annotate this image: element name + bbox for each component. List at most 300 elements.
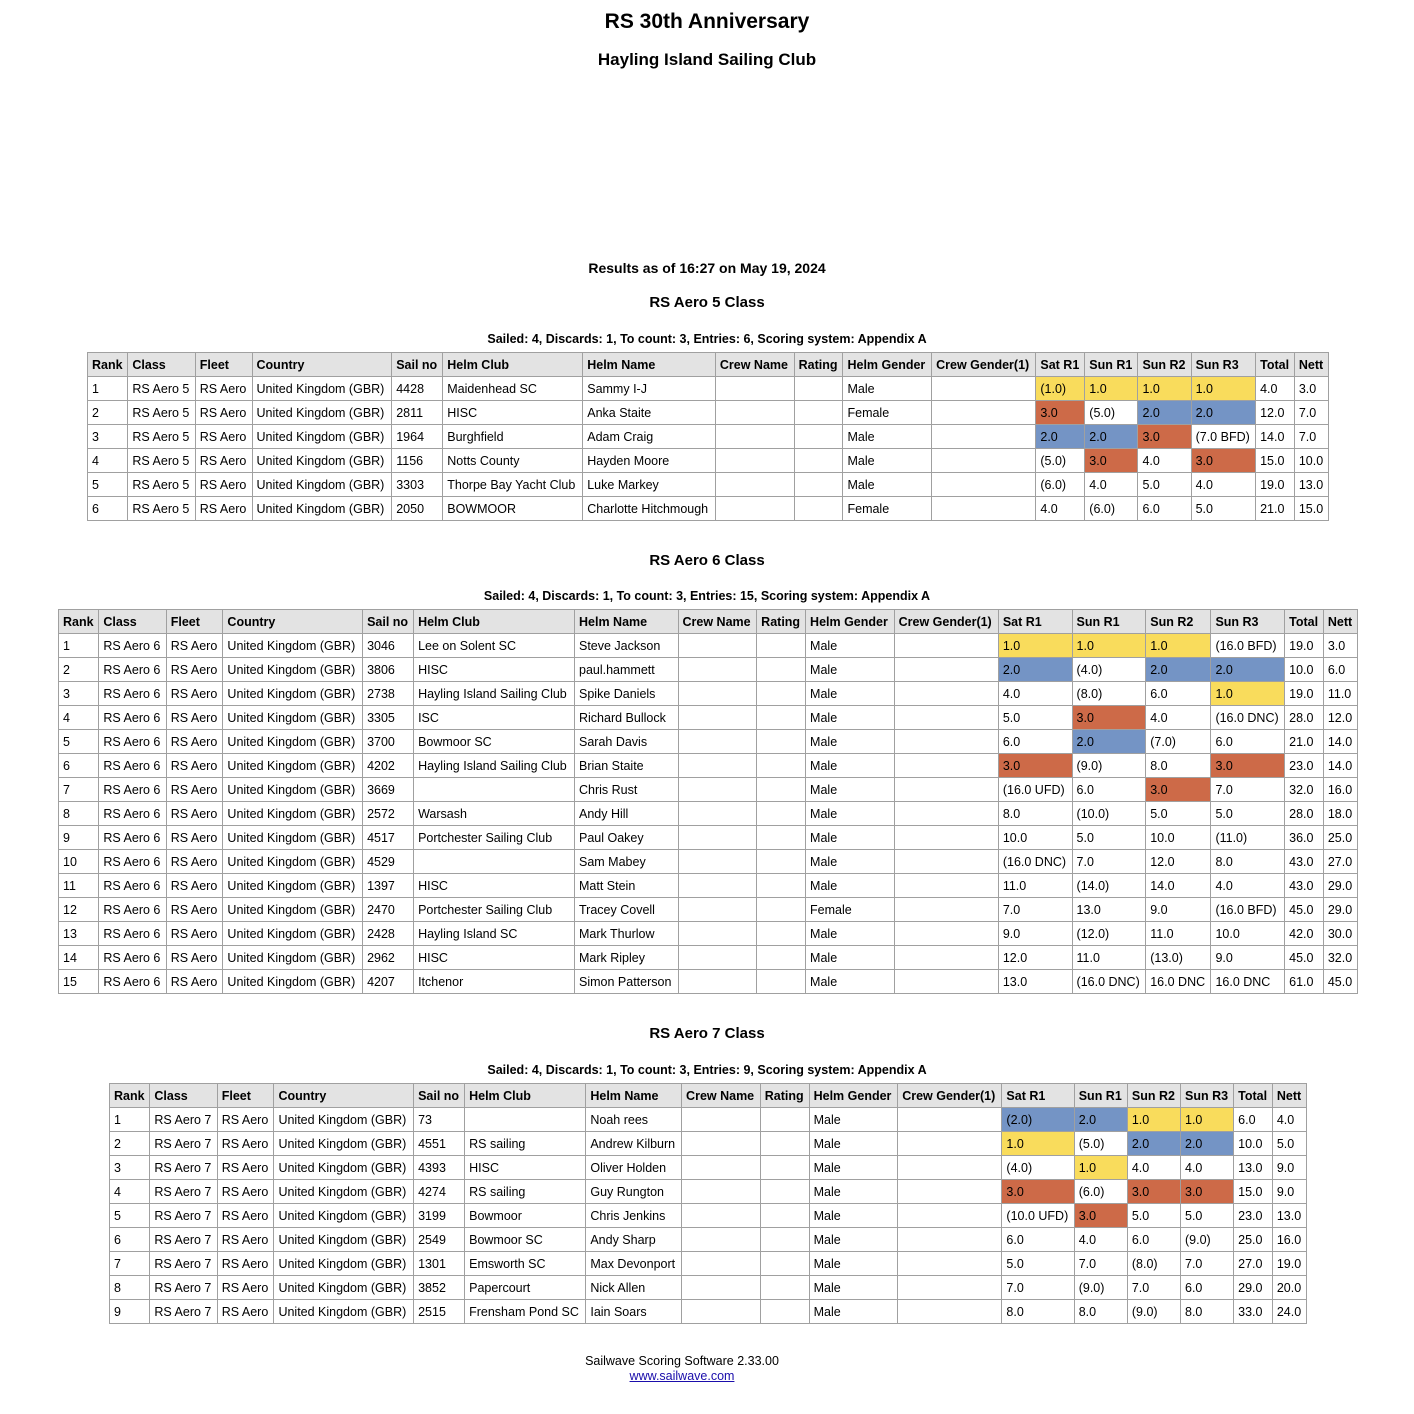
- cell-sail-no: 2811: [392, 401, 443, 425]
- cell-rank: 6: [59, 754, 99, 778]
- cell-helm-club: Portchester Sailing Club: [414, 898, 575, 922]
- cell-helm-name: Mark Thurlow: [575, 922, 679, 946]
- cell-rank: 8: [59, 802, 99, 826]
- cell-helm-gender: Male: [809, 1204, 898, 1228]
- cell-nett: 13.0: [1294, 473, 1328, 497]
- cell-race-score: (9.0): [1127, 1300, 1180, 1324]
- cell-rating: [757, 850, 806, 874]
- class-summary-aero7: Sailed: 4, Discards: 1, To count: 3, Entries: 9, Scoring system: Appendix A: [487, 1063, 927, 1077]
- column-header: Fleet: [195, 353, 252, 377]
- cell-fleet: RS Aero: [217, 1180, 274, 1204]
- cell-country: United Kingdom (GBR): [223, 802, 363, 826]
- column-header: Rating: [794, 353, 843, 377]
- cell-fleet: RS Aero: [166, 898, 223, 922]
- cell-helm-gender: Female: [843, 401, 932, 425]
- column-header: Sat R1: [998, 610, 1072, 634]
- cell-total: 4.0: [1256, 377, 1295, 401]
- cell-helm-club: Thorpe Bay Yacht Club: [443, 473, 583, 497]
- cell-sail-no: 1964: [392, 425, 443, 449]
- column-header: Rank: [110, 1084, 150, 1108]
- table-row: [59, 802, 1358, 826]
- cell-crew-name: [678, 946, 757, 970]
- cell-country: United Kingdom (GBR): [252, 473, 392, 497]
- cell-fleet: RS Aero: [166, 730, 223, 754]
- table-row: [59, 754, 1358, 778]
- cell-nett: 7.0: [1294, 401, 1328, 425]
- cell-country: United Kingdom (GBR): [252, 497, 392, 521]
- cell-crew-name: [682, 1180, 761, 1204]
- cell-race-score: 9.0: [1146, 898, 1211, 922]
- cell-race-score: (13.0): [1146, 946, 1211, 970]
- cell-class: RS Aero 7: [150, 1108, 217, 1132]
- cell-fleet: RS Aero: [166, 970, 223, 994]
- cell-helm-name: Steve Jackson: [575, 634, 679, 658]
- column-header: Helm Club: [443, 353, 583, 377]
- cell-helm-name: Hayden Moore: [583, 449, 716, 473]
- cell-race-score: 5.0: [1146, 802, 1211, 826]
- column-header: Crew Gender(1): [898, 1084, 1002, 1108]
- cell-total: 10.0: [1285, 658, 1324, 682]
- cell-crew-gender: [894, 730, 998, 754]
- cell-race-score: 10.0: [1146, 826, 1211, 850]
- cell-nett: 29.0: [1323, 874, 1357, 898]
- cell-class: RS Aero 6: [99, 922, 166, 946]
- cell-race-score: 10.0: [998, 826, 1072, 850]
- cell-helm-club: [414, 778, 575, 802]
- cell-rank: 3: [110, 1156, 150, 1180]
- cell-helm-name: Sarah Davis: [575, 730, 679, 754]
- cell-country: United Kingdom (GBR): [223, 658, 363, 682]
- column-header: Sail no: [363, 610, 414, 634]
- cell-rating: [757, 730, 806, 754]
- cell-fleet: RS Aero: [166, 658, 223, 682]
- cell-race-score: (6.0): [1085, 497, 1138, 521]
- cell-fleet: RS Aero: [166, 826, 223, 850]
- cell-helm-gender: Male: [809, 1132, 898, 1156]
- cell-class: RS Aero 5: [128, 425, 195, 449]
- column-header: Sun R1: [1085, 353, 1138, 377]
- cell-rating: [757, 682, 806, 706]
- cell-country: United Kingdom (GBR): [223, 634, 363, 658]
- cell-race-score: 7.0: [1072, 850, 1146, 874]
- column-header: Class: [99, 610, 166, 634]
- cell-total: 13.0: [1234, 1156, 1273, 1180]
- cell-fleet: RS Aero: [166, 946, 223, 970]
- cell-nett: 25.0: [1323, 826, 1357, 850]
- cell-race-score: (14.0): [1072, 874, 1146, 898]
- cell-nett: 14.0: [1323, 730, 1357, 754]
- table-row: [59, 970, 1358, 994]
- cell-country: United Kingdom (GBR): [252, 401, 392, 425]
- cell-sail-no: 4202: [363, 754, 414, 778]
- cell-crew-name: [682, 1204, 761, 1228]
- cell-total: 10.0: [1234, 1132, 1273, 1156]
- cell-nett: 9.0: [1272, 1156, 1306, 1180]
- cell-crew-gender: [894, 946, 998, 970]
- column-header: Sun R1: [1072, 610, 1146, 634]
- cell-helm-gender: Male: [809, 1180, 898, 1204]
- cell-rating: [757, 970, 806, 994]
- cell-sail-no: 2549: [414, 1228, 465, 1252]
- cell-race-score: (16.0 DNC): [998, 850, 1072, 874]
- cell-rating: [760, 1228, 809, 1252]
- cell-sail-no: 2738: [363, 682, 414, 706]
- cell-nett: 13.0: [1272, 1204, 1306, 1228]
- cell-crew-gender: [894, 778, 998, 802]
- cell-helm-club: Hayling Island SC: [414, 922, 575, 946]
- table-row: [110, 1156, 1307, 1180]
- cell-total: 28.0: [1285, 802, 1324, 826]
- cell-sail-no: 4207: [363, 970, 414, 994]
- cell-sail-no: 3700: [363, 730, 414, 754]
- column-header: Class: [150, 1084, 217, 1108]
- column-header: Crew Gender(1): [894, 610, 998, 634]
- cell-nett: 3.0: [1323, 634, 1357, 658]
- cell-race-score: 5.0: [998, 706, 1072, 730]
- cell-rating: [757, 778, 806, 802]
- cell-helm-name: Iain Soars: [586, 1300, 682, 1324]
- cell-fleet: RS Aero: [195, 377, 252, 401]
- cell-total: 33.0: [1234, 1300, 1273, 1324]
- cell-sail-no: 4517: [363, 826, 414, 850]
- cell-total: 43.0: [1285, 874, 1324, 898]
- column-header: Crew Gender(1): [932, 353, 1036, 377]
- cell-crew-name: [682, 1252, 761, 1276]
- column-header: Helm Gender: [843, 353, 932, 377]
- cell-rating: [760, 1300, 809, 1324]
- table-row: [59, 826, 1358, 850]
- cell-rating: [757, 826, 806, 850]
- cell-race-score: (16.0 DNC): [1072, 970, 1146, 994]
- cell-rank: 5: [110, 1204, 150, 1228]
- cell-fleet: RS Aero: [217, 1252, 274, 1276]
- cell-race-score: 1.0: [1074, 1156, 1127, 1180]
- cell-helm-name: Charlotte Hitchmough: [583, 497, 716, 521]
- cell-total: 19.0: [1256, 473, 1295, 497]
- cell-helm-gender: Male: [806, 922, 895, 946]
- table-row: [59, 706, 1358, 730]
- cell-race-score: 2.0: [1074, 1108, 1127, 1132]
- cell-class: RS Aero 7: [150, 1132, 217, 1156]
- cell-race-score: (5.0): [1074, 1132, 1127, 1156]
- cell-race-score: 3.0: [1085, 449, 1138, 473]
- cell-total: 21.0: [1256, 497, 1295, 521]
- cell-crew-gender: [932, 497, 1036, 521]
- cell-country: United Kingdom (GBR): [274, 1252, 414, 1276]
- cell-crew-name: [678, 826, 757, 850]
- cell-fleet: RS Aero: [166, 922, 223, 946]
- cell-country: United Kingdom (GBR): [223, 826, 363, 850]
- cell-rating: [794, 401, 843, 425]
- cell-race-score: (9.0): [1072, 754, 1146, 778]
- cell-country: United Kingdom (GBR): [223, 850, 363, 874]
- cell-helm-gender: Male: [806, 706, 895, 730]
- cell-race-score: 2.0: [1181, 1132, 1234, 1156]
- column-header: Sail no: [392, 353, 443, 377]
- cell-race-score: 6.0: [998, 730, 1072, 754]
- cell-total: 15.0: [1256, 449, 1295, 473]
- cell-crew-name: [678, 682, 757, 706]
- table-row: [110, 1276, 1307, 1300]
- cell-race-score: 5.0: [1138, 473, 1191, 497]
- cell-nett: 18.0: [1323, 802, 1357, 826]
- cell-rating: [794, 377, 843, 401]
- cell-fleet: RS Aero: [166, 850, 223, 874]
- cell-fleet: RS Aero: [195, 497, 252, 521]
- cell-crew-gender: [932, 473, 1036, 497]
- cell-race-score: (7.0 BFD): [1191, 425, 1256, 449]
- cell-crew-gender: [894, 874, 998, 898]
- cell-crew-gender: [898, 1204, 1002, 1228]
- cell-fleet: RS Aero: [217, 1108, 274, 1132]
- cell-fleet: RS Aero: [217, 1156, 274, 1180]
- cell-helm-gender: Male: [806, 658, 895, 682]
- cell-helm-name: Oliver Holden: [586, 1156, 682, 1180]
- cell-crew-name: [715, 401, 794, 425]
- cell-race-score: 7.0: [998, 898, 1072, 922]
- cell-country: United Kingdom (GBR): [223, 946, 363, 970]
- cell-country: United Kingdom (GBR): [223, 778, 363, 802]
- cell-sail-no: 4428: [392, 377, 443, 401]
- cell-crew-name: [678, 850, 757, 874]
- cell-nett: 24.0: [1272, 1300, 1306, 1324]
- cell-race-score: 2.0: [1191, 401, 1256, 425]
- cell-helm-name: Guy Rungton: [586, 1180, 682, 1204]
- column-header: Rank: [59, 610, 99, 634]
- cell-helm-gender: Female: [843, 497, 932, 521]
- cell-race-score: (8.0): [1127, 1252, 1180, 1276]
- table-row: [59, 874, 1358, 898]
- cell-race-score: 2.0: [1127, 1132, 1180, 1156]
- cell-helm-gender: Male: [806, 634, 895, 658]
- cell-crew-name: [715, 377, 794, 401]
- column-header: Nett: [1294, 353, 1328, 377]
- sailwave-link[interactable]: www.sailwave.com: [629, 1369, 735, 1383]
- cell-helm-gender: Male: [806, 682, 895, 706]
- cell-race-score: 13.0: [998, 970, 1072, 994]
- cell-rank: 2: [110, 1132, 150, 1156]
- cell-country: United Kingdom (GBR): [274, 1276, 414, 1300]
- cell-fleet: RS Aero: [195, 425, 252, 449]
- cell-race-score: 9.0: [998, 922, 1072, 946]
- cell-rank: 4: [59, 706, 99, 730]
- cell-fleet: RS Aero: [217, 1228, 274, 1252]
- cell-helm-name: Andrew Kilburn: [586, 1132, 682, 1156]
- column-header: Rating: [760, 1084, 809, 1108]
- cell-total: 45.0: [1285, 898, 1324, 922]
- cell-race-score: 7.0: [1181, 1252, 1234, 1276]
- cell-sail-no: 2428: [363, 922, 414, 946]
- cell-nett: 9.0: [1272, 1180, 1306, 1204]
- table-row: [88, 473, 1329, 497]
- cell-race-score: 1.0: [998, 634, 1072, 658]
- cell-class: RS Aero 6: [99, 970, 166, 994]
- cell-class: RS Aero 6: [99, 946, 166, 970]
- cell-rank: 3: [88, 425, 128, 449]
- cell-nett: 29.0: [1323, 898, 1357, 922]
- cell-fleet: RS Aero: [166, 682, 223, 706]
- cell-race-score: (4.0): [1072, 658, 1146, 682]
- cell-race-score: 8.0: [998, 802, 1072, 826]
- cell-race-score: (6.0): [1036, 473, 1085, 497]
- cell-helm-name: paul.hammett: [575, 658, 679, 682]
- cell-race-score: (1.0): [1036, 377, 1085, 401]
- cell-country: United Kingdom (GBR): [252, 449, 392, 473]
- cell-race-score: 4.0: [1146, 706, 1211, 730]
- cell-helm-gender: Male: [809, 1156, 898, 1180]
- cell-nett: 4.0: [1272, 1108, 1306, 1132]
- cell-helm-club: Maidenhead SC: [443, 377, 583, 401]
- cell-nett: 10.0: [1294, 449, 1328, 473]
- cell-country: United Kingdom (GBR): [223, 730, 363, 754]
- cell-sail-no: 3669: [363, 778, 414, 802]
- cell-crew-name: [678, 898, 757, 922]
- cell-race-score: 7.0: [1127, 1276, 1180, 1300]
- cell-class: RS Aero 6: [99, 658, 166, 682]
- cell-class: RS Aero 5: [128, 377, 195, 401]
- column-header: Rating: [757, 610, 806, 634]
- cell-fleet: RS Aero: [166, 874, 223, 898]
- column-header: Sun R1: [1074, 1084, 1127, 1108]
- cell-class: RS Aero 7: [150, 1228, 217, 1252]
- cell-helm-club: Itchenor: [414, 970, 575, 994]
- cell-crew-name: [682, 1132, 761, 1156]
- cell-race-score: (10.0 UFD): [1002, 1204, 1074, 1228]
- cell-nett: 16.0: [1272, 1228, 1306, 1252]
- cell-rating: [794, 425, 843, 449]
- cell-helm-gender: Male: [843, 473, 932, 497]
- table-row: [59, 922, 1358, 946]
- cell-race-score: 5.0: [1127, 1204, 1180, 1228]
- cell-sail-no: 2470: [363, 898, 414, 922]
- column-header: Sun R3: [1181, 1084, 1234, 1108]
- cell-total: 25.0: [1234, 1228, 1273, 1252]
- column-header: Sun R2: [1146, 610, 1211, 634]
- cell-country: United Kingdom (GBR): [274, 1108, 414, 1132]
- cell-rank: 6: [110, 1228, 150, 1252]
- cell-nett: 16.0: [1323, 778, 1357, 802]
- cell-helm-name: Mark Ripley: [575, 946, 679, 970]
- cell-fleet: RS Aero: [217, 1276, 274, 1300]
- cell-race-score: 8.0: [1074, 1300, 1127, 1324]
- cell-crew-gender: [894, 802, 998, 826]
- cell-class: RS Aero 6: [99, 682, 166, 706]
- column-header: Crew Name: [682, 1084, 761, 1108]
- cell-race-score: (4.0): [1002, 1156, 1074, 1180]
- cell-crew-gender: [894, 706, 998, 730]
- cell-race-score: 11.0: [1072, 946, 1146, 970]
- cell-race-score: 3.0: [1181, 1180, 1234, 1204]
- cell-crew-gender: [932, 425, 1036, 449]
- cell-race-score: 2.0: [1072, 730, 1146, 754]
- cell-rating: [757, 658, 806, 682]
- cell-helm-gender: Male: [806, 754, 895, 778]
- cell-race-score: 16.0 DNC: [1146, 970, 1211, 994]
- cell-fleet: RS Aero: [217, 1132, 274, 1156]
- cell-rank: 14: [59, 946, 99, 970]
- cell-helm-name: Brian Staite: [575, 754, 679, 778]
- cell-helm-club: HISC: [443, 401, 583, 425]
- cell-crew-name: [682, 1300, 761, 1324]
- cell-race-score: 11.0: [1146, 922, 1211, 946]
- cell-total: 14.0: [1256, 425, 1295, 449]
- cell-helm-name: Matt Stein: [575, 874, 679, 898]
- table-row: [88, 449, 1329, 473]
- cell-fleet: RS Aero: [166, 778, 223, 802]
- cell-race-score: (9.0): [1074, 1276, 1127, 1300]
- results-table-aero5: [87, 352, 1329, 521]
- cell-country: United Kingdom (GBR): [274, 1156, 414, 1180]
- cell-class: RS Aero 6: [99, 706, 166, 730]
- cell-country: United Kingdom (GBR): [252, 377, 392, 401]
- cell-helm-gender: Male: [806, 730, 895, 754]
- cell-race-score: 3.0: [1138, 425, 1191, 449]
- cell-race-score: 3.0: [1127, 1180, 1180, 1204]
- cell-race-score: 8.0: [1002, 1300, 1074, 1324]
- cell-race-score: 4.0: [998, 682, 1072, 706]
- cell-helm-club: HISC: [414, 874, 575, 898]
- cell-nett: 3.0: [1294, 377, 1328, 401]
- table-row: [59, 730, 1358, 754]
- table-row: [110, 1180, 1307, 1204]
- cell-nett: 7.0: [1294, 425, 1328, 449]
- cell-helm-gender: Male: [809, 1252, 898, 1276]
- cell-crew-gender: [898, 1108, 1002, 1132]
- cell-rating: [757, 802, 806, 826]
- cell-crew-name: [715, 449, 794, 473]
- column-header: Sun R2: [1127, 1084, 1180, 1108]
- cell-fleet: RS Aero: [195, 473, 252, 497]
- cell-race-score: 1.0: [1138, 377, 1191, 401]
- cell-class: RS Aero 5: [128, 401, 195, 425]
- cell-total: 29.0: [1234, 1276, 1273, 1300]
- cell-country: United Kingdom (GBR): [223, 682, 363, 706]
- cell-race-score: 4.0: [1074, 1228, 1127, 1252]
- cell-country: United Kingdom (GBR): [223, 706, 363, 730]
- cell-crew-gender: [894, 898, 998, 922]
- table-row: [59, 634, 1358, 658]
- cell-rank: 1: [110, 1108, 150, 1132]
- cell-race-score: 3.0: [1074, 1204, 1127, 1228]
- class-summary-aero6: Sailed: 4, Discards: 1, To count: 3, Entries: 15, Scoring system: Appendix A: [483, 589, 931, 603]
- cell-country: United Kingdom (GBR): [274, 1300, 414, 1324]
- cell-class: RS Aero 6: [99, 826, 166, 850]
- cell-class: RS Aero 7: [150, 1156, 217, 1180]
- cell-crew-gender: [898, 1156, 1002, 1180]
- cell-total: 15.0: [1234, 1180, 1273, 1204]
- cell-rank: 3: [59, 682, 99, 706]
- cell-race-score: 6.0: [1211, 730, 1285, 754]
- cell-rating: [757, 754, 806, 778]
- cell-helm-club: Bowmoor: [465, 1204, 586, 1228]
- cell-race-score: 5.0: [1181, 1204, 1234, 1228]
- cell-helm-name: Sam Mabey: [575, 850, 679, 874]
- cell-helm-name: Noah rees: [586, 1108, 682, 1132]
- table-row: [59, 946, 1358, 970]
- cell-race-score: 4.0: [1127, 1156, 1180, 1180]
- cell-race-score: 3.0: [1036, 401, 1085, 425]
- cell-country: United Kingdom (GBR): [223, 922, 363, 946]
- cell-helm-name: Spike Daniels: [575, 682, 679, 706]
- cell-crew-name: [678, 778, 757, 802]
- cell-crew-gender: [894, 682, 998, 706]
- column-header: Total: [1234, 1084, 1273, 1108]
- table-row: [88, 425, 1329, 449]
- cell-helm-name: Anka Staite: [583, 401, 716, 425]
- cell-race-score: 1.0: [1127, 1108, 1180, 1132]
- cell-race-score: (5.0): [1036, 449, 1085, 473]
- cell-crew-name: [678, 730, 757, 754]
